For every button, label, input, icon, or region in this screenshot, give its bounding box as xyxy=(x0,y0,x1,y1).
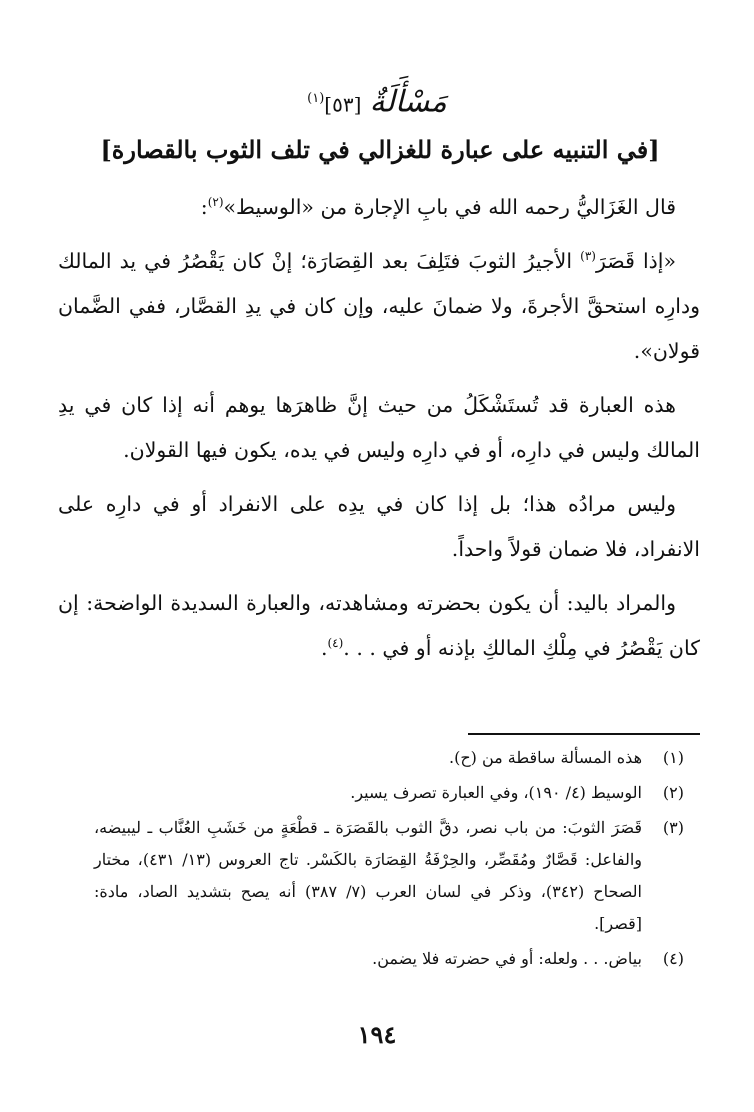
paragraph-2-quote xyxy=(58,239,700,374)
footnote-ref: (٣) xyxy=(580,249,596,264)
paragraph-text: . xyxy=(320,636,328,660)
footnote-text: قَصَرَ الثوبَ: من باب نصر، دقَّ الثوب بالقَصَرَة ـ قطْعَةٍ من خَشَبِ العُنَّاب ـ ليبيضه، والفاعل: قَصَّارٌ ومُقَصِّر، والحِرْفَةُ القِصَارَة بالكَسْر. تاج العروس (١٣/ ٤٣١)، مختار الصحاح (٣٤٢)، وذكر في لسان العرب (٧/ ٣٨٧) أنه يصح بتشديد الصاد، مادة: [قصر]. xyxy=(94,818,643,933)
paragraph-3: هذه العبارة قد تُستَشْكَلُ من حيث إنَّ ظاهرَها يوهم أنه إذا كان في يدِ المالك وليس في دارِه، أو في دارِه وليس في يده، يكون فيها القولان. xyxy=(58,393,700,462)
footnote-ref: (٤) xyxy=(327,636,344,651)
page-number: ١٩٤ xyxy=(357,1020,397,1049)
footnote-item xyxy=(94,742,684,774)
footnote-item xyxy=(94,943,684,975)
footnote-item xyxy=(94,777,684,809)
issue-number: [٥٣] xyxy=(324,92,362,117)
paragraph-text: والمراد باليد: أن يكون بحضرته ومشاهدته، والعبارة السديدة الواضحة: إن كان يَقْصُرُ في مِلْكِ المالكِ بإذنه أو في . . . xyxy=(58,591,700,660)
main-text xyxy=(58,185,700,680)
footnote-text: هذه المسألة ساقطة من (ح). xyxy=(448,748,642,767)
paragraph-4: وليس مرادُه هذا؛ بل إذا كان في يدِه على الانفراد أو في دارِه على الانفراد، فلا ضمان قولاً واحداً. xyxy=(58,492,700,561)
paragraph-text: : xyxy=(200,195,208,219)
footnote-divider xyxy=(468,733,700,735)
paragraph-text: قال الغَزَاليُّ رحمه الله في بابِ الإجارة من «الوسيط» xyxy=(223,195,676,219)
footnote-number: (٢) xyxy=(662,783,684,802)
header-word: مَسْأَلَةٌ xyxy=(369,84,447,120)
paragraph-text: الأجيرُ الثوبَ فتَلِفَ بعد القِصَارَة؛ إنْ كان يَقْصُرُ في يد المالك ودارِه استحقَّ الأجرةَ، ولا ضمانَ عليه، وإن كان في يدِ القصَّار، ففي الضَّمان قولان». xyxy=(58,249,700,363)
footnote-text: بياض. . . ولعله: أو في حضرته فلا يضمن. xyxy=(372,949,642,968)
footnote-number: (١) xyxy=(662,748,684,767)
paragraph-text: «إذا قَصَرَ xyxy=(595,249,677,273)
section-header xyxy=(0,82,754,122)
footnotes xyxy=(94,742,684,978)
header-footnote-ref: (١) xyxy=(307,91,325,106)
page-title: [في التنبيه على عبارة للغزالي في تلف الثوب بالقصارة] xyxy=(100,135,660,164)
footnote-text: الوسيط (٤/ ١٩٠)، وفي العبارة تصرف يسير. xyxy=(350,783,642,802)
footnote-item xyxy=(94,812,684,940)
paragraph-1 xyxy=(58,185,700,230)
paragraph-5 xyxy=(58,581,700,671)
footnote-ref: (٢) xyxy=(207,195,224,210)
footnote-number: (٤) xyxy=(662,949,684,968)
footnote-number: (٣) xyxy=(662,818,684,837)
